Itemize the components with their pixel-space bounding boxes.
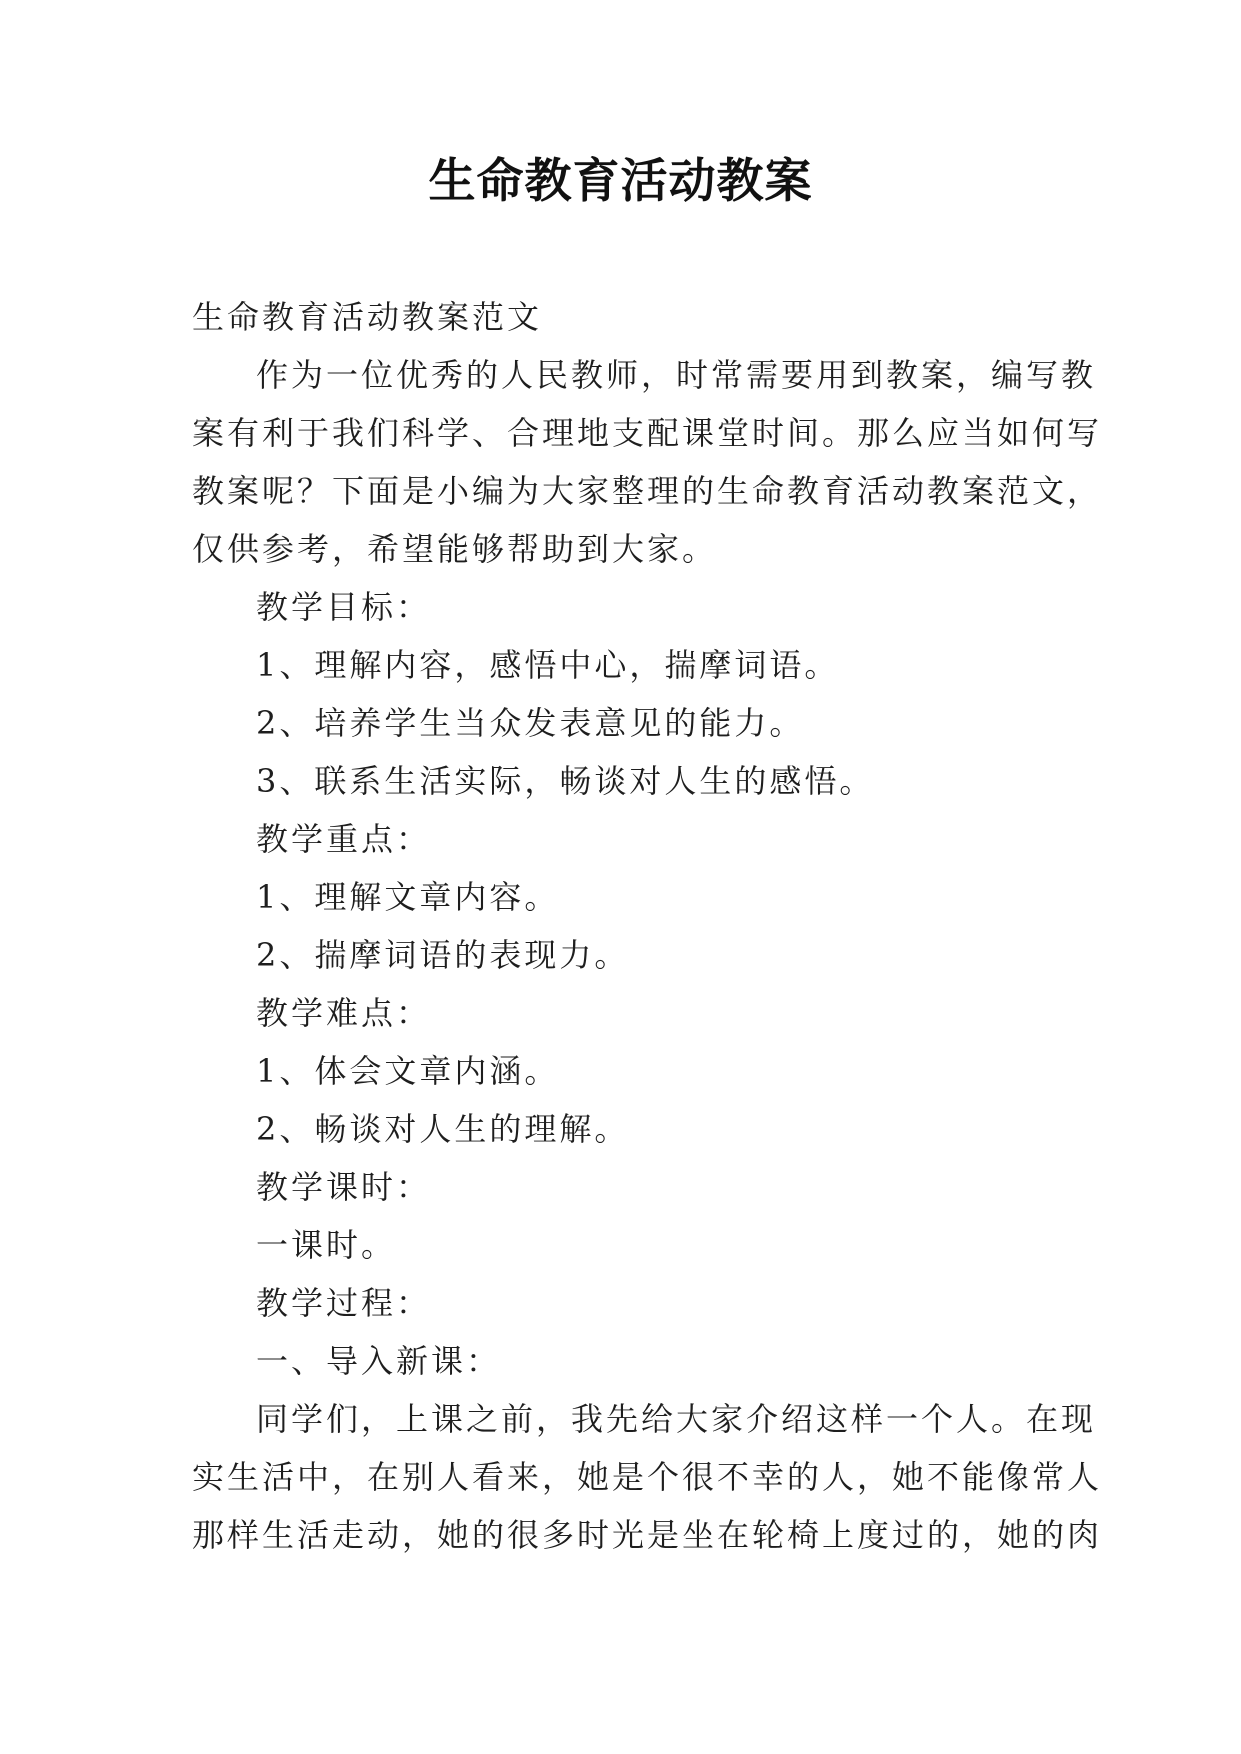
goals-heading: 教学目标： <box>256 588 432 626</box>
story-line: 实生活中，在别人看来，她是个很不幸的人，她不能像常人 <box>192 1458 1103 1496</box>
focus-heading: 教学重点： <box>256 820 432 858</box>
story-line: 那样生活走动，她的很多时光是坐在轮椅上度过的，她的肉 <box>192 1516 1103 1554</box>
goal-item: 2、培养学生当众发表意见的能力。 <box>256 704 805 742</box>
focus-item: 2、揣摩词语的表现力。 <box>256 936 630 974</box>
document-title: 生命教育活动教案 <box>428 154 813 209</box>
story-line: 同学们，上课之前，我先给大家介绍这样一个人。在现 <box>256 1400 1097 1438</box>
document-subtitle: 生命教育活动教案范文 <box>192 298 543 336</box>
period-value: 一课时。 <box>256 1226 397 1264</box>
intro-line: 案有利于我们科学、合理地支配课堂时间。那么应当如何写 <box>192 414 1103 452</box>
focus-item: 1、理解文章内容。 <box>256 878 560 916</box>
goal-item: 1、理解内容，感悟中心，揣摩词语。 <box>256 646 840 684</box>
difficulty-heading: 教学难点： <box>256 994 432 1032</box>
difficulty-item: 1、体会文章内涵。 <box>256 1052 560 1090</box>
process-step: 一、导入新课： <box>256 1342 502 1380</box>
document-body <box>192 288 1103 1564</box>
intro-line: 作为一位优秀的人民教师，时常需要用到教案，编写教 <box>256 356 1097 394</box>
goal-item: 3、联系生活实际，畅谈对人生的感悟。 <box>256 762 875 800</box>
difficulty-item: 2、畅谈对人生的理解。 <box>256 1110 630 1148</box>
period-heading: 教学课时： <box>256 1168 432 1206</box>
intro-line: 仅供参考，希望能够帮助到大家。 <box>192 530 718 568</box>
intro-line: 教案呢？下面是小编为大家整理的生命教育活动教案范文， <box>192 472 1103 510</box>
process-heading: 教学过程： <box>256 1284 432 1322</box>
